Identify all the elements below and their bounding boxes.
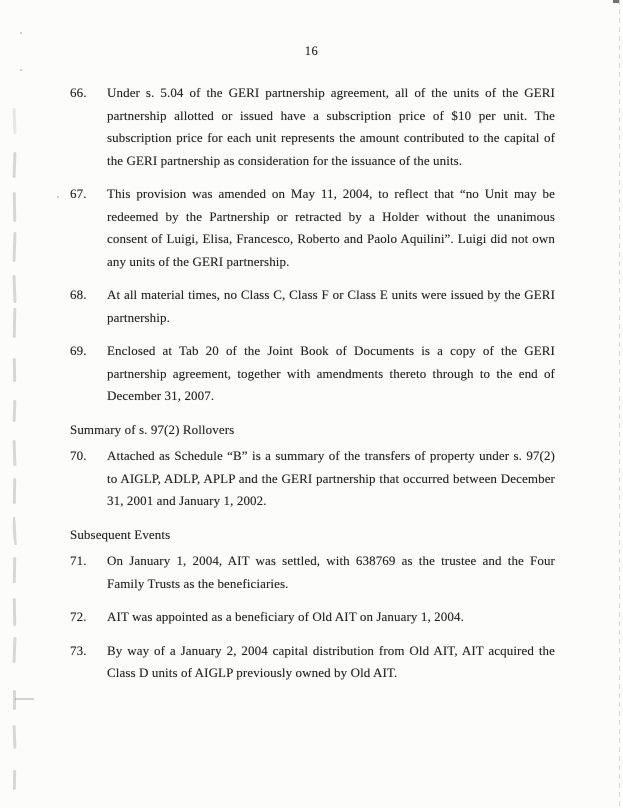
scan-artifact-mark [13,725,16,749]
numbered-paragraph [70,640,555,685]
paragraph-text: By way of a January 2, 2004 capital distribution from Old AIT, AIT acquired the Class D units of AIGLP previously owned by Old AIT. [107,642,555,680]
paragraph-text: Under s. 5.04 of the GERI partnership agreement, all of the units of the GERI partnership allotted or issued have a subscription price of $10 per unit. The subscription price for each unit represents the amount contributed to the capital of the GERI partnership as consideration for the issuance of the units. [107,85,555,168]
section-heading: Summary of s. 97(2) Rollovers [70,421,235,437]
scan-speck [20,69,22,71]
paragraph-number: 70. [70,448,87,463]
document-body [0,82,623,685]
scan-artifact-mark [13,557,16,583]
paragraph-text: Attached as Schedule “B” is a summary of the transfers of property under s. 97(2) to AIGLP, ADLP, APLP and the GERI partnership that occurred between December 31, 2001 and January 1, 2002. [107,448,555,508]
paragraph-number: 73. [70,642,87,658]
paragraph-text: On January 1, 2004, AIT was settled, with 638769 as the trustee and the Four Family Trusts as the beneficiaries. [107,553,555,591]
numbered-paragraph [70,284,555,329]
numbered-paragraph [70,183,555,273]
scan-artifact-mark [13,690,16,710]
paragraph-text: At all material times, no Class C, Class F or Class E units were issued by the GERI partnership. [107,287,555,325]
scan-artifact-mark [13,358,16,382]
scan-artifact-mark [13,478,16,504]
numbered-paragraph [70,606,555,629]
scan-speck [20,32,22,34]
scan-corner-mark [613,0,619,3]
paragraph-number: 68. [70,287,87,302]
numbered-paragraph [70,550,555,595]
paragraph-number: 69. [70,343,87,358]
page-number: 16 [304,44,319,58]
section-heading: Subsequent Events [70,526,171,542]
paragraph-number: 67. [70,186,87,201]
paragraph-number: 72. [70,609,87,624]
scan-speck [57,196,59,198]
numbered-paragraph [70,445,555,513]
paragraph-text: Enclosed at Tab 20 of the Joint Book of Documents is a copy of the GERI partnership agreement, together with amendments thereto through to the end of December 31, 2007. [107,343,555,403]
numbered-paragraph [70,340,555,408]
scan-artifact-mark [13,308,16,338]
numbered-paragraph [70,82,555,172]
scan-artifact-mark [13,192,16,222]
scan-edge-line [619,0,621,808]
scan-artifact-mark [13,598,16,626]
paragraph-number: 66. [70,85,87,100]
paragraph-text: AIT was appointed as a beneficiary of Old AIT on January 1, 2004. [107,609,464,624]
paragraph-number: 71. [70,553,87,568]
paragraph-text: This provision was amended on May 11, 2004, to reflect that “no Unit may be redeemed by the Partnership or retracted by a Holder without the unanimous consent of Luigi, Elisa, Francesco, Roberto and Paolo Aquilini”. Luigi did not own any units of the GERI partnership. [107,186,555,269]
scan-artifact-mark [13,770,16,790]
